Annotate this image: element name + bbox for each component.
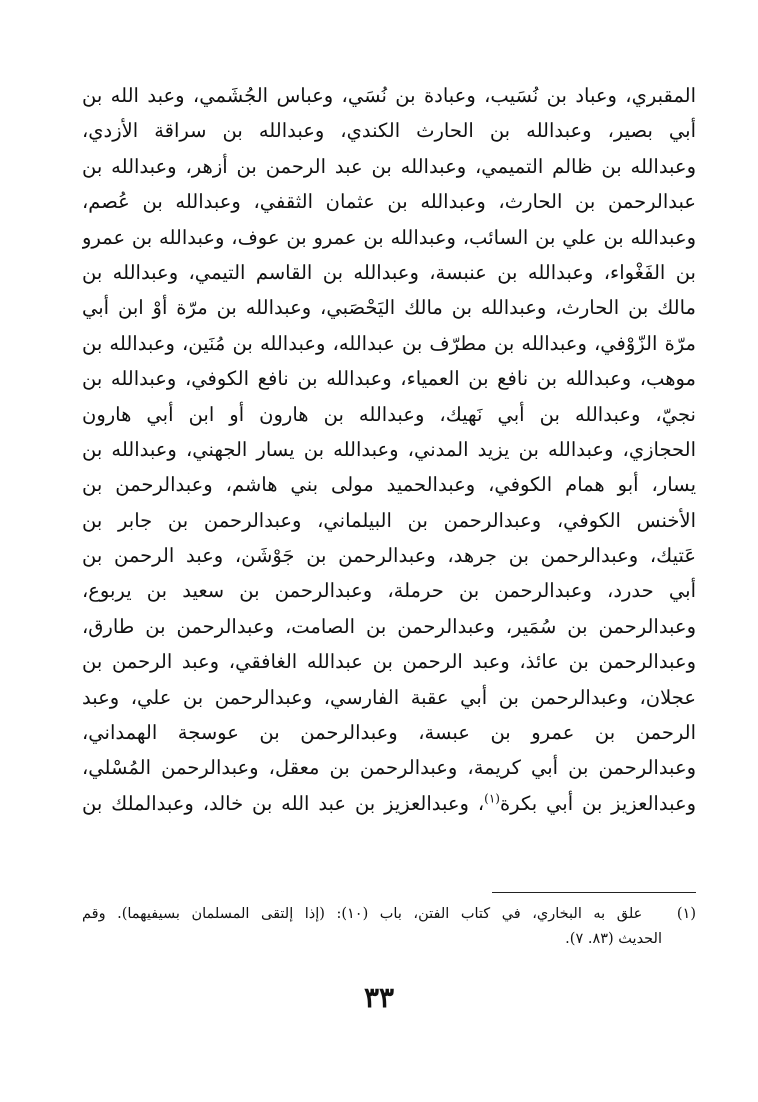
text-line: أبي حدرد، وعبدالرحمن بن حرملة، وعبدالرحمن بن سعيد بن يربوع،	[82, 579, 696, 603]
text-line: وعبدالله بن علي بن السائب، وعبدالله بن عمرو بن عوف، وعبدالله بن عمرو	[82, 225, 696, 249]
text-line: الحجازي، وعبدالله بن يزيد المدني، وعبدالله بن يسار الجهني، وعبدالله بن	[82, 437, 696, 461]
footnote-line: الحديث (٨٣. ٧).	[565, 931, 662, 947]
text-line: الرحمن بن عمرو بن عبسة، وعبدالرحمن بن عوسجة الهمداني،	[82, 721, 696, 745]
footnote-divider	[492, 892, 696, 893]
text-line: الأخنس الكوفي، وعبدالرحمن بن البيلماني، وعبدالرحمن بن جابر بن	[82, 508, 696, 532]
text-line: مرّة الزّوْفي، وعبدالله بن مطرّف بن عبدالله، وعبدالله بن مُنَين، وعبدالله بن	[82, 331, 696, 355]
page-number: ٣٣	[363, 981, 395, 1014]
text-line: يسار، أبو همام الكوفي، وعبدالحميد مولى بني هاشم، وعبدالرحمن بن	[82, 473, 696, 497]
text-line: وعبدالرحمن بن سُمَير، وعبدالرحمن بن الصامت، وعبدالرحمن بن طارق،	[82, 614, 696, 638]
footnote-reference[interactable]: (١)	[484, 791, 500, 806]
text-segment: وعبدالعزيز بن أبي بكرة	[499, 791, 696, 815]
text-line: وعبدالرحمن بن أبي كريمة، وعبدالرحمن بن معقل، وعبدالرحمن المُسْلي،	[82, 756, 696, 780]
text-line: وعبدالله بن ظالم التميمي، وعبدالله بن عبد الرحمن بن أزهر، وعبدالله بن	[82, 154, 696, 178]
text-line: نجيّ، وعبدالله بن أبي نَهيك، وعبدالله بن هارون أو ابن أبي هارون	[82, 402, 696, 426]
text-line: بن الفَغْواء، وعبدالله بن عنبسة، وعبدالله بن القاسم التيمي، وعبدالله بن	[82, 260, 696, 284]
footnote	[82, 902, 696, 952]
text-line: أبي بصير، وعبدالله بن الحارث الكندي، وعبدالله بن سراقة الأزدي،	[82, 119, 696, 143]
text-line: موهب، وعبدالله بن نافع بن العمياء، وعبدالله بن نافع الكوفي، وعبدالله بن	[82, 367, 696, 391]
text-line: عبدالرحمن بن الحارث، وعبدالله بن عثمان الثقفي، وعبدالله بن عُصم،	[82, 190, 696, 214]
main-text-block	[82, 78, 696, 821]
text-line-last	[82, 786, 696, 821]
text-line: عَتيك، وعبدالرحمن بن جرهد، وعبدالرحمن بن جَوْشَن، وعبد الرحمن بن	[82, 544, 696, 568]
text-line: عجلان، وعبدالرحمن بن أبي عقبة الفارسي، وعبدالرحمن بن علي، وعبد	[82, 685, 696, 709]
text-line: المقبري، وعباد بن نُسَيب، وعبادة بن نُسَي، وعباس الجُشَمي، وعبد الله بن	[82, 84, 696, 107]
footnote-marker: (١)	[676, 906, 696, 922]
footnote-line	[82, 902, 696, 927]
text-line: مالك بن الحارث، وعبدالله بن مالك اليَحْصَبي، وعبدالله بن مرّة أوْ ابن أبي	[82, 296, 696, 320]
text-line: وعبدالرحمن بن عائذ، وعبد الرحمن بن عبدالله الغافقي، وعبد الرحمن بن	[82, 650, 696, 674]
footnote-text: علق به البخاري، في كتاب الفتن، باب (١٠): (إذا إلتقى المسلمان بسيفيهما). وقم	[82, 906, 643, 922]
text-segment: ، وعبدالعزيز بن عبد الله بن خالد، وعبدالملك بن	[82, 791, 485, 815]
